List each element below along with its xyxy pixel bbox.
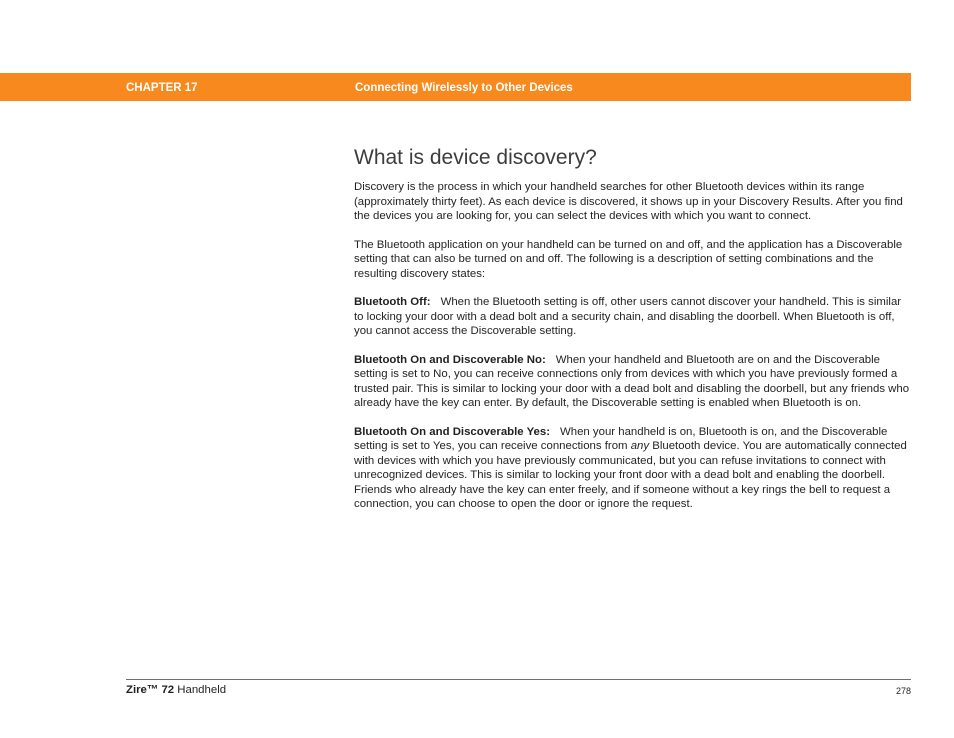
state-description-start: When your handheld is on, Bluetooth is on, and the Discoverable setting is set to Yes, you can receive connections from — [354, 425, 888, 452]
chapter-label: CHAPTER 17 — [126, 82, 198, 94]
state-term: Bluetooth On and Discoverable No: — [354, 353, 546, 366]
state-description-end: Bluetooth device. You are automatically connected with devices with which you have previously communicated, but you can refuse invitations to connect with unrecognized devices. This is similar to locking your front door with a dead bolt and enabling the doorbell. Friends who already have the key can enter freely, and if someone without a key rings the bell to request a connection, you can choose to open the door or ignore the request. — [354, 440, 907, 510]
intro-paragraph: Discovery is the process in which your handheld searches for other Bluetooth devices within its range (approximately thirty feet). As each device is discovered, it shows up in your Discovery Results. After you find the devices you are looking for, you can select the devices with which you want to connect. — [354, 181, 903, 222]
state-discoverable-yes — [354, 425, 910, 512]
footer-divider — [126, 679, 911, 680]
state-description: When your handheld and Bluetooth are on and the Discoverable setting is set to No, you can receive connections only from devices with which you have previously formed a trusted pair. This is similar to locking your door with a dead bolt and disabling the doorbell, but any friends who already have the key can enter. By default, the Discoverable setting is enabled when Bluetooth is on. — [354, 353, 910, 409]
state-term: Bluetooth Off: — [354, 296, 431, 308]
state-term: Bluetooth On and Discoverable Yes: — [354, 425, 551, 438]
settings-paragraph: The Bluetooth application on your handheld can be turned on and off, and the application has a Discoverable setting that can also be turned on and off. The following is a description of setting combinations and the resulting discovery states: — [354, 238, 903, 280]
product-brand: Zire™ 72 — [126, 684, 175, 696]
page-title: What is device discovery? — [354, 146, 597, 169]
page-content — [354, 144, 910, 526]
state-description-emphasis: any — [630, 440, 650, 452]
page-number: 278 — [895, 686, 911, 696]
state-bluetooth-off — [354, 295, 910, 339]
chapter-header-bar — [0, 73, 911, 101]
product-type: Handheld — [174, 684, 227, 696]
state-description: When the Bluetooth setting is off, other users cannot discover your handheld. This is similar to locking your door with a dead bolt and a security chain, and disabling the doorbell. When Bluetooth is off, you cannot access the Discoverable setting. — [354, 296, 902, 337]
chapter-title: Connecting Wirelessly to Other Devices — [355, 82, 573, 94]
state-discoverable-no — [354, 353, 910, 411]
footer-product-name — [126, 683, 226, 697]
